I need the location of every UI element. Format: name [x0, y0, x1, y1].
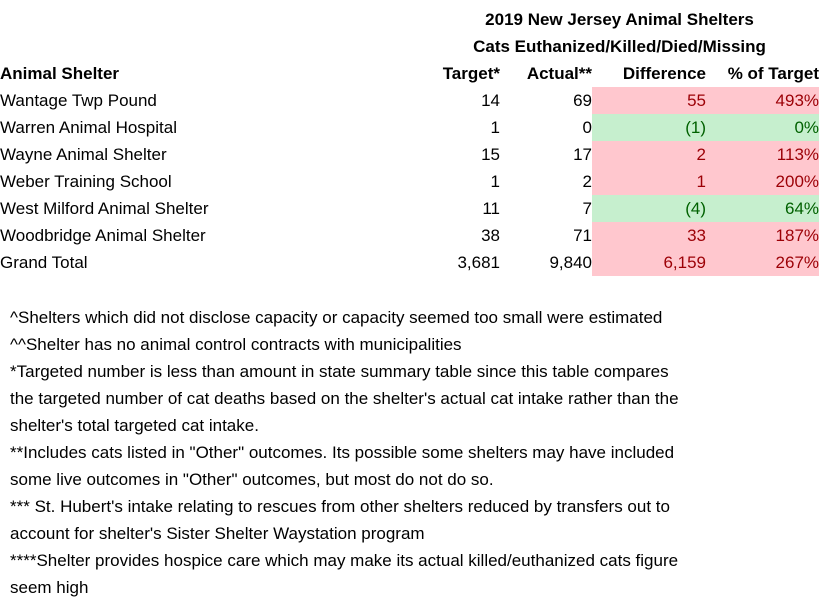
actual-cell: 17 [573, 144, 592, 164]
shelter-name-cell: Weber Training School [0, 171, 172, 191]
column-header-actual: Actual** [526, 63, 592, 83]
table-row [0, 195, 819, 222]
table-row [0, 141, 819, 168]
pct-of-target-cell: 113% [706, 141, 819, 168]
page-subtitle: Cats Euthanized/Killed/Died/Missing [473, 36, 766, 56]
difference-cell: 1 [592, 168, 706, 195]
footnote-line: *Targeted number is less than amount in state summary table since this table compares [10, 362, 669, 381]
pct-of-target-cell: 493% [706, 87, 819, 114]
footnote-line: the targeted number of cat deaths based on the shelter's actual cat intake rather than the [10, 389, 679, 408]
shelter-name-cell: West Milford Animal Shelter [0, 198, 209, 218]
target-cell: 1 [490, 117, 500, 137]
page-title: 2019 New Jersey Animal Shelters [485, 9, 754, 29]
footnote-line: account for shelter's Sister Shelter Waystation program [10, 524, 425, 543]
target-cell: 15 [481, 144, 500, 164]
column-header-shelter: Animal Shelter [0, 63, 120, 83]
footnotes-section [0, 304, 829, 601]
difference-cell: 55 [592, 87, 706, 114]
footnote-line: ^^Shelter has no animal control contracts with municipalities [10, 335, 462, 354]
target-cell: 38 [481, 225, 500, 245]
pct-of-target-cell: 200% [706, 168, 819, 195]
actual-cell: 7 [582, 198, 592, 218]
pct-of-target-cell: 267% [706, 249, 819, 276]
difference-cell: 6,159 [592, 249, 706, 276]
column-header-difference: Difference [622, 63, 706, 83]
title-row [0, 6, 819, 33]
shelter-name-cell: Woodbridge Animal Shelter [0, 225, 206, 245]
grand-total-row [0, 249, 819, 276]
difference-cell: (1) [592, 114, 706, 141]
table-row [0, 168, 819, 195]
shelter-name-cell: Wayne Animal Shelter [0, 144, 167, 164]
footnote-line: ****Shelter provides hospice care which may make its actual killed/euthanized cats figure [10, 551, 679, 570]
pct-of-target-cell: 64% [706, 195, 819, 222]
shelter-name-cell: Warren Animal Hospital [0, 117, 177, 137]
actual-cell: 71 [573, 225, 592, 245]
target-cell: 3,681 [457, 252, 500, 272]
actual-cell: 2 [582, 171, 592, 191]
target-cell: 1 [490, 171, 500, 191]
table-row [0, 222, 819, 249]
footnote-line: *** St. Hubert's intake relating to rescues from other shelters reduced by transfers out to [10, 497, 670, 516]
difference-cell: 2 [592, 141, 706, 168]
shelter-name-cell: Grand Total [0, 252, 88, 272]
pct-of-target-cell: 0% [706, 114, 819, 141]
footnote-line: seem high [10, 578, 89, 597]
footnote-line: shelter's total targeted cat intake. [10, 416, 259, 435]
shelter-table [0, 6, 819, 276]
column-header-pct-of-target: % of Target [727, 63, 820, 83]
difference-cell: 33 [592, 222, 706, 249]
shelter-name-cell: Wantage Twp Pound [0, 90, 157, 110]
subtitle-row [0, 33, 819, 60]
footnote-line: some live outcomes in "Other" outcomes, but most do not do so. [10, 470, 494, 489]
table-row [0, 87, 819, 114]
target-cell: 14 [481, 90, 500, 110]
target-cell: 11 [482, 198, 500, 218]
actual-cell: 69 [573, 90, 592, 110]
footnote-line: ^Shelters which did not disclose capacity or capacity seemed too small were estimated [10, 308, 663, 327]
column-header-target: Target* [442, 63, 500, 83]
column-header-row [0, 60, 819, 87]
table-row [0, 114, 819, 141]
difference-cell: (4) [592, 195, 706, 222]
footnote-line: **Includes cats listed in "Other" outcomes. Its possible some shelters may have included [10, 443, 675, 462]
pct-of-target-cell: 187% [706, 222, 819, 249]
actual-cell: 0 [582, 117, 592, 137]
actual-cell: 9,840 [549, 252, 592, 272]
